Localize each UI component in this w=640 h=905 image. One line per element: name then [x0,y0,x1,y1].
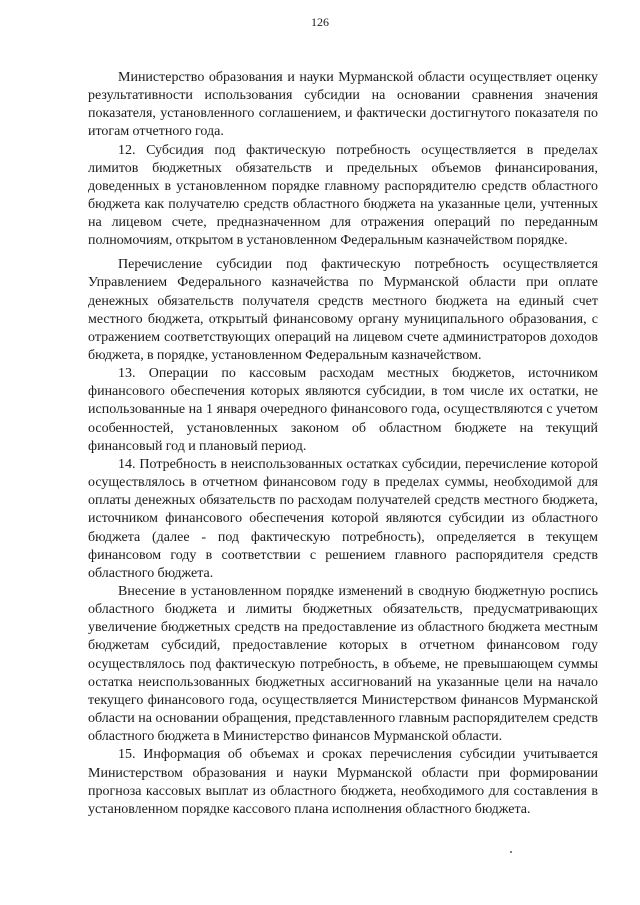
paragraph-item-12: 12. Субсидия под фактическую потребность осуществляется в пределах лимитов бюджетных обязательств и предельных объемов финансирования, доведенных в установленном порядке главному распорядителю средств областного бюджета как получателю средств областного бюджета на указанные цели, учтенных на лицевом счете, предназначенном для отражения операций по переданным полномочиям, открытом в установленном Федеральным казначейством порядке. [88,142,598,249]
paragraph-evaluation: Министерство образования и науки Мурманской области осуществляет оценку результативности использования субсидии на основании сравнения значения показателя, установленного соглашением, и фактически достигнутого показателя по итогам отчетного года. [88,70,598,140]
paragraph-item-13: 13. Операции по кассовым расходам местных бюджетов, источником финансового обеспечения которых являются субсидии, в том числе их остатки, не использованные на 1 января очередного финансового года, осуществляются с учетом особенностей, установленных законом об областном бюджете на текущий финансовый год и плановый период. [88,366,598,454]
scan-speck [510,851,512,853]
paragraph-budget-changes: Внесение в установленном порядке изменений в сводную бюджетную роспись областного бюджета и лимиты бюджетных обязательств, предусматривающих увеличение бюджетных средств на предоставление из областного бюджета местным бюджетам субсидий, предоставление которых в отчетном финансовом году осуществлялось под фактическую потребность, в объеме, не превышающем суммы остатка неиспользованных бюджетных ассигнований на указанные цели на начало текущего финансового года, осуществляется Министерством финансов Мурманской области на основании обращения, представленного главным распорядителем средств областного бюджета в Министерство финансов Мурманской области. [88,584,598,744]
paragraph-item-14: 14. Потребность в неиспользованных остатках субсидии, перечисление которой осуществлялось в отчетном финансовом году в пределах суммы, необходимой для оплаты денежных обязательств по расходам получателей средств местного бюджета, источником финансового обеспечения которой являются субсидии из областного бюджета (далее - под фактическую потребность), определяется в текущем финансовом году в соответствии с решением главного распорядителя средств областного бюджета. [88,457,598,581]
page-number: 126 [311,15,329,29]
paragraph-item-15: 15. Информация об объемах и сроках перечисления субсидии учитывается Министерством образования и науки Мурманской области при формировании прогноза кассовых выплат из областного бюджета, необходимого для составления в установленном порядке кассового плана исполнения областного бюджета. [88,747,598,817]
document-body [88,69,598,819]
paragraph-transfer: Перечисление субсидии под фактическую потребность осуществляется Управлением Федерального казначейства по Мурманской области при оплате денежных обязательств получателя средств местного бюджета на единый счет местного бюджета, открытый финансовому органу муниципального образования, с отражением соответствующих операций на лицевом счете администраторов доходов бюджета, в порядке, установленном Федеральным казначейством. [88,257,598,363]
